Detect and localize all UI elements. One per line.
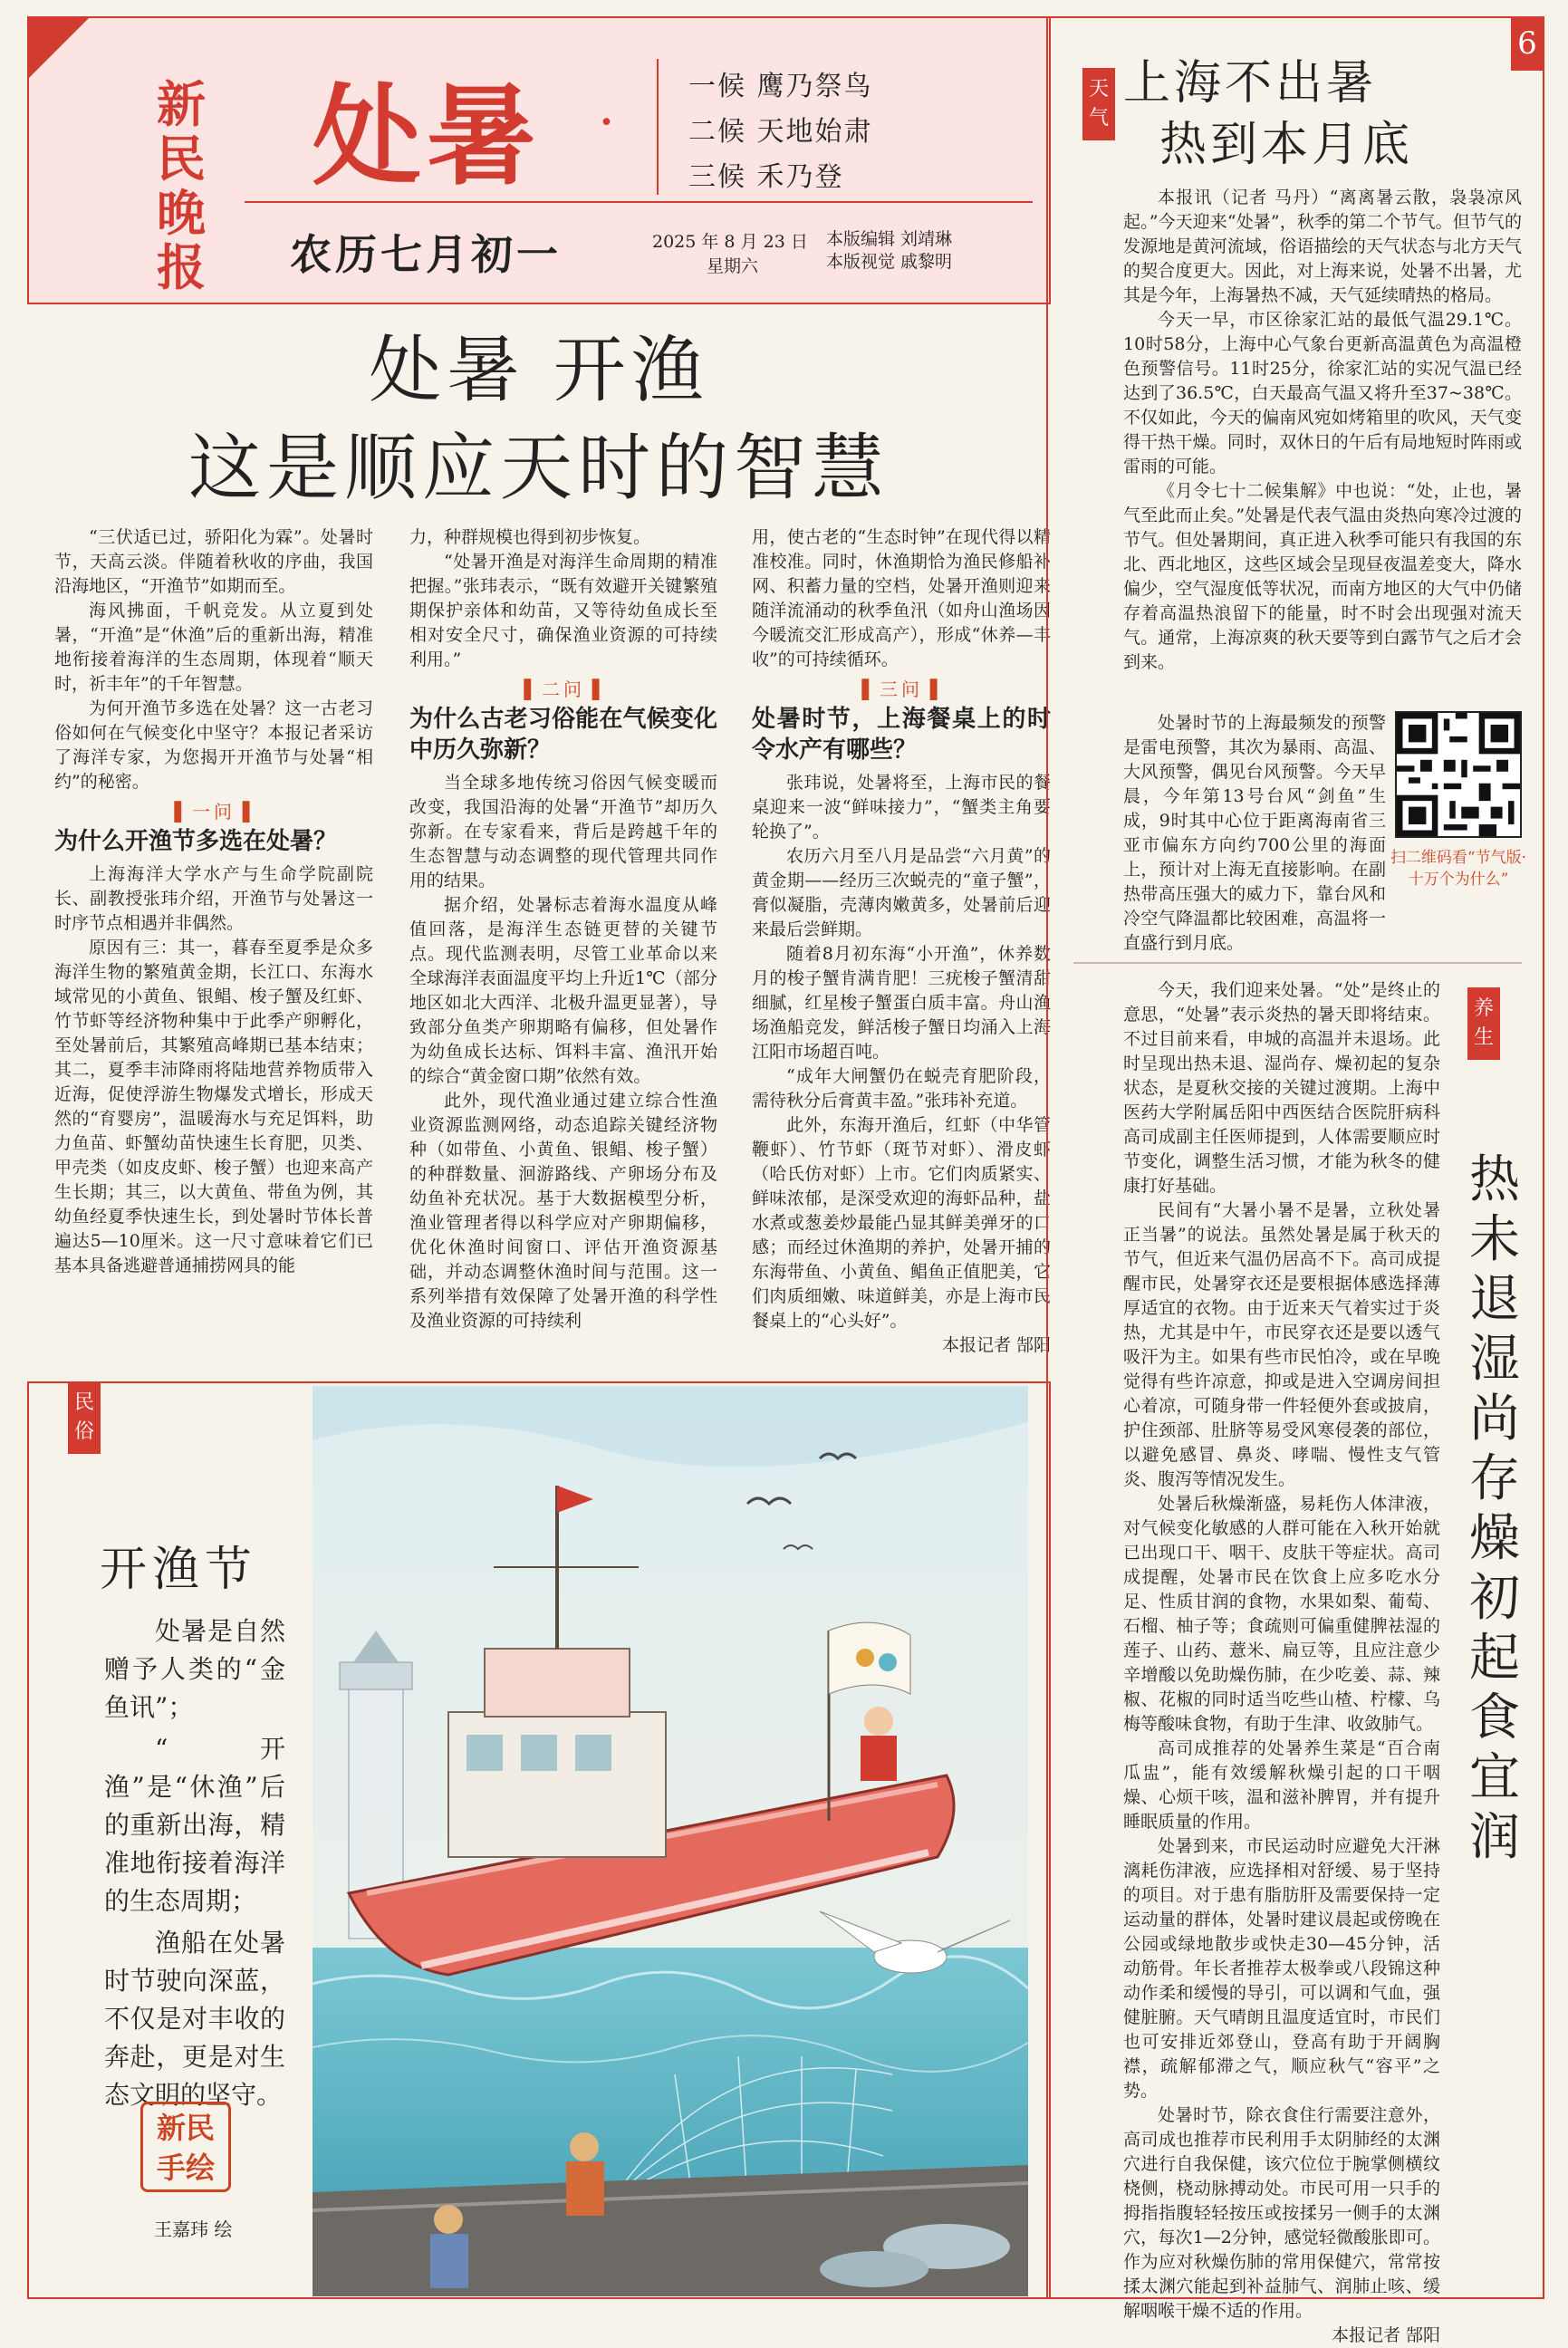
health-article: [1123, 978, 1440, 2345]
paragraph: 今天，我们迎来处暑。“处”是终止的意思，“处暑”表示炎热的暑天即将结束。不过目前来看，申城的高温并未退场。此时呈现出热未退、湿尚存、燥初起的复杂状态，是夏秋交接的关键过渡期。上海中医药大学附属岳阳中西医结合医院肝病科高司成副主任医师提到，人体需要顺应时节变化，调整生活习惯，才能为秋冬的健康打好基础。: [1123, 980, 1440, 1196]
question-label: ▌三问▐: [861, 678, 941, 700]
verse-paragraph: 处暑是自然赠予人类的“金鱼讯”；: [104, 1616, 285, 1722]
publish-date: [652, 228, 808, 277]
divider: [245, 201, 1033, 203]
title-dot: ·: [598, 91, 616, 154]
health-headline: 热未退 湿尚存 燥初起 食宜润: [1469, 1150, 1520, 1867]
weather-article-bottom: [1123, 711, 1386, 956]
article-column-2: [409, 525, 717, 1368]
brand-char: 民: [157, 130, 206, 188]
question-title: 为什么开渔节多选在处暑？: [54, 828, 338, 855]
question-title: 处暑时节，上海餐桌上的时令水产有哪些？: [752, 706, 1051, 764]
solar-term-title: 处暑: [313, 72, 541, 200]
paragraph: 上海海洋大学水产与生命学院副院长、副教授张玮介绍，开渔节与处暑这一时序节点相遇并非偶然。: [54, 864, 373, 933]
page-number: 6: [1511, 16, 1544, 71]
date-text: 2025 年 8 月 23 日: [652, 232, 808, 252]
stamp-text: 手绘: [156, 2151, 215, 2185]
hand-drawn-stamp: [140, 2102, 231, 2192]
visual-editor-text: 本版视觉 戚黎明: [826, 252, 953, 272]
headline-line: 热到本月底: [1159, 118, 1414, 172]
lunar-date: 农历七月初一: [290, 230, 562, 279]
paragraph: 《月令七十二候集解》中也说：“处，止也，暑气至此而止矣。”处暑是代表气温由炎热向寒冷过渡的节气。但处暑期间，真正进入秋季可能只有我国的东北、西北地区，这些区域会呈现昼夜温差变大，降水偏少，空气湿度低等状况，而南方地区的大气中仍储存着高温热浪留下的能量，时不时会出现强对流天气。通常，上海凉爽的秋天要等到白露节气之后才会到来。: [1123, 481, 1522, 672]
article-column-3: [752, 525, 1051, 1368]
headline-line: 这是顺应天时的智慧: [188, 426, 890, 510]
paragraph: 今天一早，市区徐家汇站的最低气温29.1℃。10时58分，上海中心气象台更新高温黄色为高温橙色预警信号。11时25分，徐家汇站的实况气温已经达到了36.5℃，白天最高气温又将升至37~38℃。不仅如此，今天的偏南风宛如烤箱里的吹风，天气变得干热干燥。同时，双休日的午后有局地短时阵雨或雷雨的可能。: [1123, 310, 1522, 476]
paragraph: 高司成推荐的处暑养生菜是“百合南瓜盅”，能有效缓解秋燥引起的口干咽燥、心烦干咳，温和滋补脾胃，并有提升睡眠质量的作用。: [1123, 1738, 1440, 1832]
paragraph: 海风拂面，千帆竞发。从立夏到处暑，“开渔”是“休渔”后的重新出海，精准地衔接着海洋的生态周期，体现着“顺天时，祈丰年”的千年智慧。: [54, 601, 373, 694]
headline-line: 处暑 开渔: [369, 328, 709, 412]
paragraph: 张玮说，处暑将至，上海市民的餐桌迎来一波“鲜味接力”，“蟹类主角要轮换了”。: [752, 773, 1051, 842]
verse-paragraph: 渔船在处暑时节驶向深蓝，不仅是对丰收的奔赴，更是对生态文明的坚守。: [104, 1928, 285, 2110]
paragraph: 此外，东海开渔后，红虾（中华管鞭虾）、竹节虾（斑节对虾）、滑皮虾（哈氏仿对虾）上市。它们肉质紧实、鲜味浓郁，是深受欢迎的海虾品种，盐水煮或葱姜炒最能凸显其鲜美弹牙的口感；而经过休渔期的养护，处暑开捕的东海带鱼、小黄鱼、鲳鱼正值肥美，它们肉质细嫩、味道鲜美，亦是上海市民餐桌上的“心头好”。: [752, 1115, 1051, 1331]
paragraph: 原因有三：其一，暮春至夏季是众多海洋生物的繁殖黄金期，长江口、东海水域常见的小黄鱼、银鲳、梭子蟹及红虾、竹节虾等经济物种集中于此季产卵孵化，至处暑前后，其繁殖高峰期已基本结束；其二，夏季丰沛降雨将陆地营养物质带入近海，促使浮游生物爆发式增长，形成天然的“育婴房”，温暖海水与充足饵料，助力鱼苗、虾蟹幼苗快速生长育肥，贝类、甲壳类（如皮皮虾、梭子蟹）也迎来高产生长期；其三，以大黄鱼、带鱼为例，其幼鱼经夏季快速生长，到处暑时节体长普遍达5—10厘米。这一尺寸意味着它们已基本具备逃避普通捕捞网具的能: [54, 938, 373, 1275]
folk-verse: [104, 1612, 285, 2118]
byline: 本报记者 郜阳: [941, 1335, 1051, 1355]
byline: 本报记者 郜阳: [1331, 2325, 1440, 2345]
qr-code[interactable]: [1395, 711, 1522, 838]
paragraph: “三伏适已过，骄阳化为霖”。处暑时节，天高云淡。伴随着秋收的序曲，我国沿海地区，“开渔节”如期而至。: [54, 527, 373, 596]
folk-title: 开渔节: [100, 1543, 258, 1597]
question-label-text: 二问: [542, 678, 585, 700]
paragraph: 随着8月初东海“小开渔”，休养数月的梭子蟹肯满肯肥！三疣梭子蟹清甜细腻，红星梭子蟹蛋白质丰富。舟山渔场渔船竞发，鲜活梭子蟹日均涌入上海江阳市场超百吨。: [752, 944, 1051, 1062]
paragraph: 为何开渔节多选在处暑？这一古老习俗如何在气候变化中坚守？本报记者采访了海洋专家，为您揭开开渔节与处暑“相约”的秘密。: [54, 698, 373, 792]
paragraph: 此外，现代渔业通过建立综合性渔业资源监测网络，动态追踪关键经济物种（如带鱼、小黄鱼、银鲳、梭子蟹）的种群数量、洄游路线、产卵场分布及幼鱼补充状况。基于大数据模型分析，渔业管理者得以科学应对产卵期偏移，优化休渔时间窗口、评估开渔资源基础，并动态调整休渔时间与范围。这一系列举措有效保障了处暑开渔的科学性及渔业资源的可持续利: [409, 1091, 717, 1331]
question-label-text: 一问: [192, 801, 236, 823]
question-label: ▌一问▐: [174, 801, 254, 823]
illustration-svg: [313, 1386, 1028, 2296]
brand-char: 晚: [157, 184, 206, 242]
paragraph: 农历六月至八月是品尝“六月黄”的黄金期——经历三次蜕壳的“童子蟹”，膏似凝脂，壳薄肉嫩黄多，处暑前后迎来最后尝鲜期。: [752, 846, 1051, 939]
main-headline: [54, 322, 1024, 517]
hou-line: 二候 天地始肃: [688, 116, 873, 148]
stamp-text: 新民: [156, 2111, 215, 2145]
qr-code-icon: [1397, 713, 1520, 836]
paragraph: 处暑到来，市民运动时应避免大汗淋漓耗伤津液，应选择相对舒缓、易于坚持的项目。对于患有脂肪肝及需要保持一定运动量的群体，处暑时建议晨起或傍晚在公园或绿地散步或快走30—45分钟，活动筋骨。年长者推荐太极拳或八段锦这种动作柔和缓慢的导引，可以调和气血，强健脏腑。天气晴朗且温度适宜时，市民们也可安排近郊登山，登高有助于开阔胸襟，疏解郁滞之气，顺应秋气“容平”之势。: [1123, 1836, 1440, 2101]
paragraph: “处暑开渔是对海洋生命周期的精准把握。”张玮表示，“既有效避开关键繁殖期保护亲体和幼苗，又等待幼鱼成长至相对安全尺寸，确保渔业资源的可持续利用。”: [409, 552, 717, 669]
weather-headline: [1123, 53, 1413, 176]
paragraph: 处暑时节，除衣食住行需要注意外，高司成也推荐市民利用手太阴肺经的太渊穴进行自我保健，该穴位位于腕掌侧横纹桡侧，桡动脉搏动处。市民可用一只手的拇指指腹轻轻按压或按揉另一侧手的太渊穴，每次1—2分钟，感觉轻微酸胀即可。作为应对秋燥伤肺的常用保健穴，常常按揉太渊穴能起到补益肺气、润肺止咳、缓解咽喉干燥不适的作用。: [1123, 2105, 1440, 2321]
paragraph: 处暑后秋燥渐盛，易耗伤人体津液，对气候变化敏感的人群可能在入秋开始就已出现口干、咽干、皮肤干等症状。高司成提醒，处暑市民在饮食上应多吃水分足、性质甘润的食物，水果如梨、葡萄、石榴、柚子等；食疏则可偏重健脾祛湿的莲子、山药、薏米、扁豆等，且应注意少辛增酸以免助燥伤肺，在少吃姜、蒜、辣椒、花椒的同时适当吃些山楂、柠檬、乌梅等酸味食物，有助于生津、收敛肺气。: [1123, 1494, 1440, 1734]
fishing-boat-illustration: [313, 1386, 1028, 2296]
paragraph: “成年大闸蟹仍在蜕壳育肥阶段，需待秋分后膏黄丰盈。”张玮补充道。: [752, 1066, 1051, 1111]
paragraph: 据介绍，处暑标志着海水温度从峰值回落，是海洋生态链更替的关键节点。现代监测表明，尽管工业革命以来全球海洋表面温度平均上升近1℃（部分地区如北大西洋、北极升温更显著），导致部分鱼类产卵期略有偏移，但处暑作为幼鱼成长达标、饵料丰富、渔汛开始的综合“黄金窗口期”依然有效。: [409, 895, 717, 1086]
weather-article-top: [1123, 186, 1522, 707]
weekday-text: 星期六: [707, 256, 759, 276]
qr-caption: 扫二维码看“节气版·十万个为什么”: [1390, 849, 1527, 889]
question-title: 为什么古老习俗能在气候变化中历久弥新？: [409, 706, 717, 764]
paragraph: 民间有“大暑小暑不是暑，立秋处暑正当暑”的说法。虽然处暑是属于秋天的节气，但近来气温仍居高不下。高司成提醒市民，处暑穿衣还是要根据体感选择薄厚适宜的衣物。由于近来天气着实过于炎热，尤其是中午，市民穿衣还是要以透气吸汗为主。如果有些市民怕冷，或在早晚觉得有些许凉意，抑或是进入空调房间担心着凉，可随身带一件轻便外套或披肩，护住颈部、肚脐等易受风寒侵袭的部位，以避免感冒、鼻炎、哮喘、慢性支气管炎、腹泻等情况发生。: [1123, 1200, 1440, 1489]
section-tag-folk: 民俗: [68, 1381, 101, 1454]
hou-line: 三候 禾乃登: [688, 161, 844, 193]
editor-text: 本版编辑 刘靖琳: [826, 229, 953, 249]
editor-credits: [826, 228, 952, 274]
newspaper-brand: [154, 77, 208, 294]
verse-paragraph: “开渔”是“休渔”后的重新出海，精准地衔接着海洋的生态周期；: [104, 1734, 285, 1916]
section-tag-health: 养生: [1467, 987, 1500, 1060]
section-divider: [1073, 962, 1522, 964]
article-column-1: [54, 525, 373, 1368]
paragraph: 处暑时节的上海最频发的预警是雷电预警，其次为暴雨、高温、大风预警，偶见台风预警。今天早晨，今年第13号台风“剑鱼”生成，9时其中心位于距离海南省三亚市偏东方向约700公里的海面上，预计对上海无直接影响。在副热带高压强大的威力下，靠台风和冷空气降温都比较困难，高温将一直盛行到月底。: [1123, 713, 1386, 953]
paragraph: 力，种群规模也得到初步恢复。: [409, 527, 651, 547]
paragraph: 本报讯（记者 马丹）“离离暑云散，袅袅凉风起。”今天迎来“处暑”，秋季的第二个节气。但节气的发源地是黄河流域，俗语描绘的天气状态与北方天气的契合度更大。因此，对上海来说，处暑不出暑，尤其是今年，上海暑热不减，天气延续晴热的格局。: [1123, 188, 1522, 305]
hou-line: 一候 鹰乃祭鸟: [688, 71, 873, 102]
divider: [657, 59, 659, 195]
illustrator-credit: 王嘉玮 绘: [154, 2218, 233, 2240]
section-tag-weather: 天气: [1082, 68, 1115, 140]
brand-char: 新: [157, 75, 206, 133]
paragraph: 当全球多地传统习俗因气候变暖而改变，我国沿海的处暑“开渔节”却历久弥新。在专家看来，背后是跨越千年的生态智慧与动态调整的现代管理共同作用的结果。: [409, 773, 717, 890]
paragraph: 用，使古老的“生态时钟”在现代得以精准校准。同时，休渔期恰为渔民修船补网、积蓄力量的空档，处暑开渔则迎来随洋流涌动的秋季鱼汛（如舟山渔场因今暖流交汇形成高产），形成“休养—丰收”的可持续循环。: [752, 527, 1051, 669]
headline-line: 上海不出暑: [1123, 56, 1378, 111]
brand-char: 报: [157, 238, 206, 296]
question-label: ▌二问▐: [524, 678, 603, 700]
question-label-text: 三问: [880, 678, 923, 700]
